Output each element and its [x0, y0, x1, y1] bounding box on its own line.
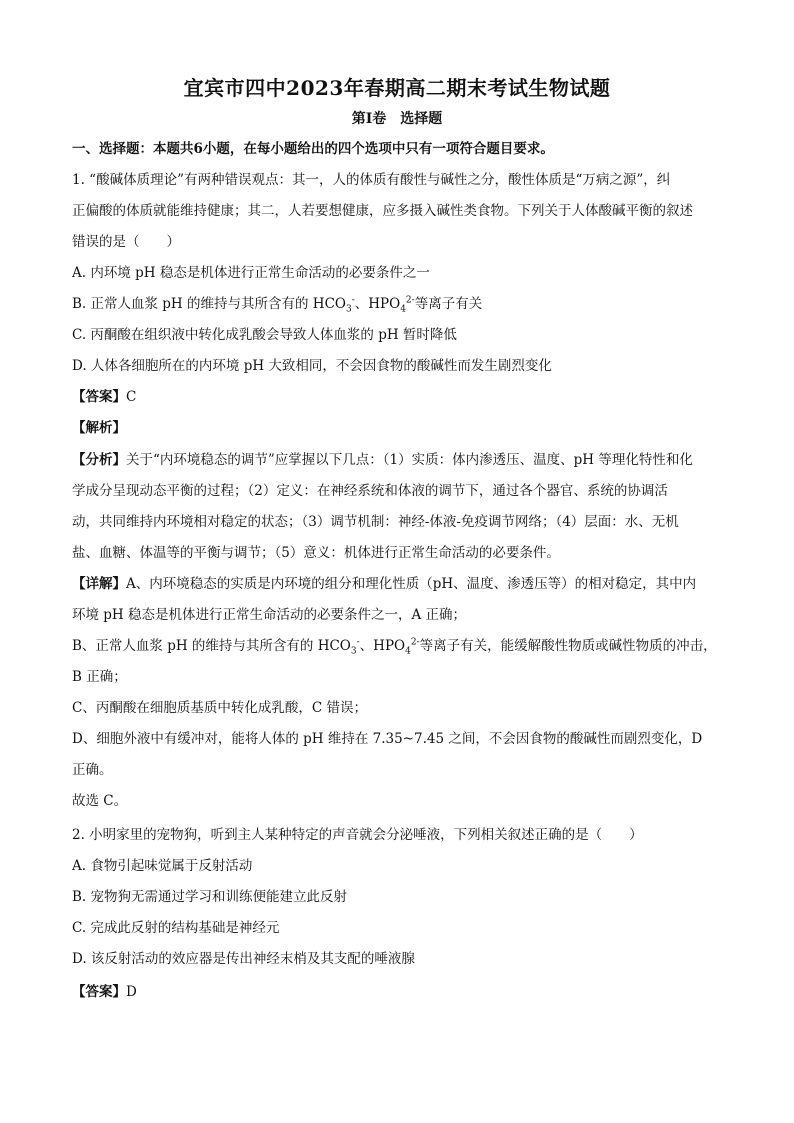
analysis-tag: 【解析】	[72, 420, 126, 436]
subscript: 3	[350, 646, 357, 657]
q1-xiangjie-line-8: 故选 C。	[72, 793, 128, 809]
q2-option-b: B. 宠物狗无需通过学习和训练便能建立此反射	[72, 889, 348, 905]
section-subtitle: 第I卷 选择题	[351, 111, 443, 127]
answer-tag: 【答案】	[72, 389, 126, 405]
answer-value: D	[126, 984, 137, 1000]
superscript: -	[351, 295, 355, 306]
xiangjie-text: 、HPO	[359, 638, 406, 654]
q1-stem-line-1: 1. “酸碱体质理论”有两种错误观点：其一，人的体质有酸性与碱性之分，酸性体质是“万病之源”，纠	[72, 172, 671, 188]
q1-analysis-tag	[72, 418, 722, 438]
q2-option-c: C. 完成此反射的结构基础是神经元	[72, 920, 280, 936]
q1-fenxi-line-1	[72, 450, 722, 470]
q1-option-b-text: B. 正常人血浆 pH 的维持与其所含有的 HCO	[72, 296, 346, 312]
answer-value: C	[126, 389, 137, 405]
q1-stem-line-2: 正偏酸的体质就能维持健康；其二，人若要想健康，应多摄入碱性类食物。下列关于人体酸碱平衡的叙述	[72, 203, 693, 219]
q1-option-a: A. 内环境 pH 稳态是机体进行正常生命活动的必要条件之一	[72, 265, 430, 281]
q1-xiangjie-line-5: C、丙酮酸在细胞质基质中转化成乳酸，C 错误；	[72, 700, 367, 716]
xiangjie-text: 等离子有关，能缓解酸性物质或碱性物质的冲击，	[419, 638, 717, 654]
q1-xiangjie-line-6: D、细胞外液中有缓冲对，能将人体的 pH 维持在 7.35~7.45 之间，不会因食物的酸碱性而剧烈变化，D	[72, 731, 703, 747]
q1-xiangjie-line-4: B 正确；	[72, 669, 127, 685]
section-heading: 一、选择题：本题共6小题，在每小题给出的四个选项中只有一项符合题目要求。	[72, 141, 554, 157]
q1-stem-line-3: 错误的是（ ）	[72, 234, 180, 250]
page-title: 宜宾市四中2023年春期高二期末考试生物试题	[183, 76, 611, 100]
superscript: 2-	[405, 295, 415, 306]
q2-option-d: D. 该反射活动的效应器是传出神经末梢及其支配的唾液腺	[72, 951, 415, 967]
q1-option-c: C. 丙酮酸在组织液中转化成乳酸会导致人体血浆的 pH 暂时降低	[72, 327, 457, 343]
subscript: 4	[400, 304, 406, 315]
xiangjie-tag: 【详解】	[72, 576, 126, 592]
superscript: -	[356, 637, 360, 648]
q1-fenxi-line-2: 学成分呈现动态平衡的过程；（2）定义：在神经系统和体液的调节下，通过各个器官、系统的协调活	[72, 483, 668, 499]
q1-option-b	[72, 294, 722, 314]
subscript: 4	[405, 646, 411, 657]
q2-stem: 2. 小明家里的宠物狗，听到主人某种特定的声音就会分泌唾液，下列相关叙述正确的是（ ）	[72, 827, 643, 843]
fenxi-text: 关于“内环境稳态的调节”应掌握以下几点：（1）实质：体内渗透压、温度、pH 等理化特性和化	[126, 452, 693, 468]
q1-option-b-text: 、HPO	[354, 296, 401, 312]
q1-answer	[72, 387, 722, 407]
xiangjie-text: A、内环境稳态的实质是内环境的组分和理化性质（pH、温度、渗透压等）的相对稳定，其中内	[126, 576, 697, 592]
q1-option-d: D. 人体各细胞所在的内环境 pH 大致相同，不会因食物的酸碱性而发生剧烈变化	[72, 358, 552, 374]
q1-xiangjie-line-2: 环境 pH 稳态是机体进行正常生命活动的必要条件之一，A 正确；	[72, 607, 467, 623]
q1-fenxi-line-3: 动，共同维持内环境相对稳定的状态；（3）调节机制：神经-体液-免疫调节网络；（4）层面：水、无机	[72, 514, 679, 530]
q1-option-b-text: 等离子有关	[414, 296, 483, 312]
fenxi-tag: 【分析】	[72, 452, 126, 468]
q1-xiangjie-line-1	[72, 574, 722, 594]
q2-answer	[72, 982, 722, 1002]
q1-fenxi-line-4: 盐、血糖、体温等的平衡与调节；（5）意义：机体进行正常生命活动的必要条件。	[72, 545, 560, 561]
subscript: 3	[345, 304, 352, 315]
q1-xiangjie-line-7: 正确。	[72, 762, 113, 778]
q2-option-a: A. 食物引起味觉属于反射活动	[72, 858, 253, 874]
xiangjie-text: B、正常人血浆 pH 的维持与其所含有的 HCO	[72, 638, 351, 654]
answer-tag: 【答案】	[72, 984, 126, 1000]
superscript: 2-	[410, 637, 420, 648]
q1-xiangjie-line-3	[72, 636, 722, 656]
